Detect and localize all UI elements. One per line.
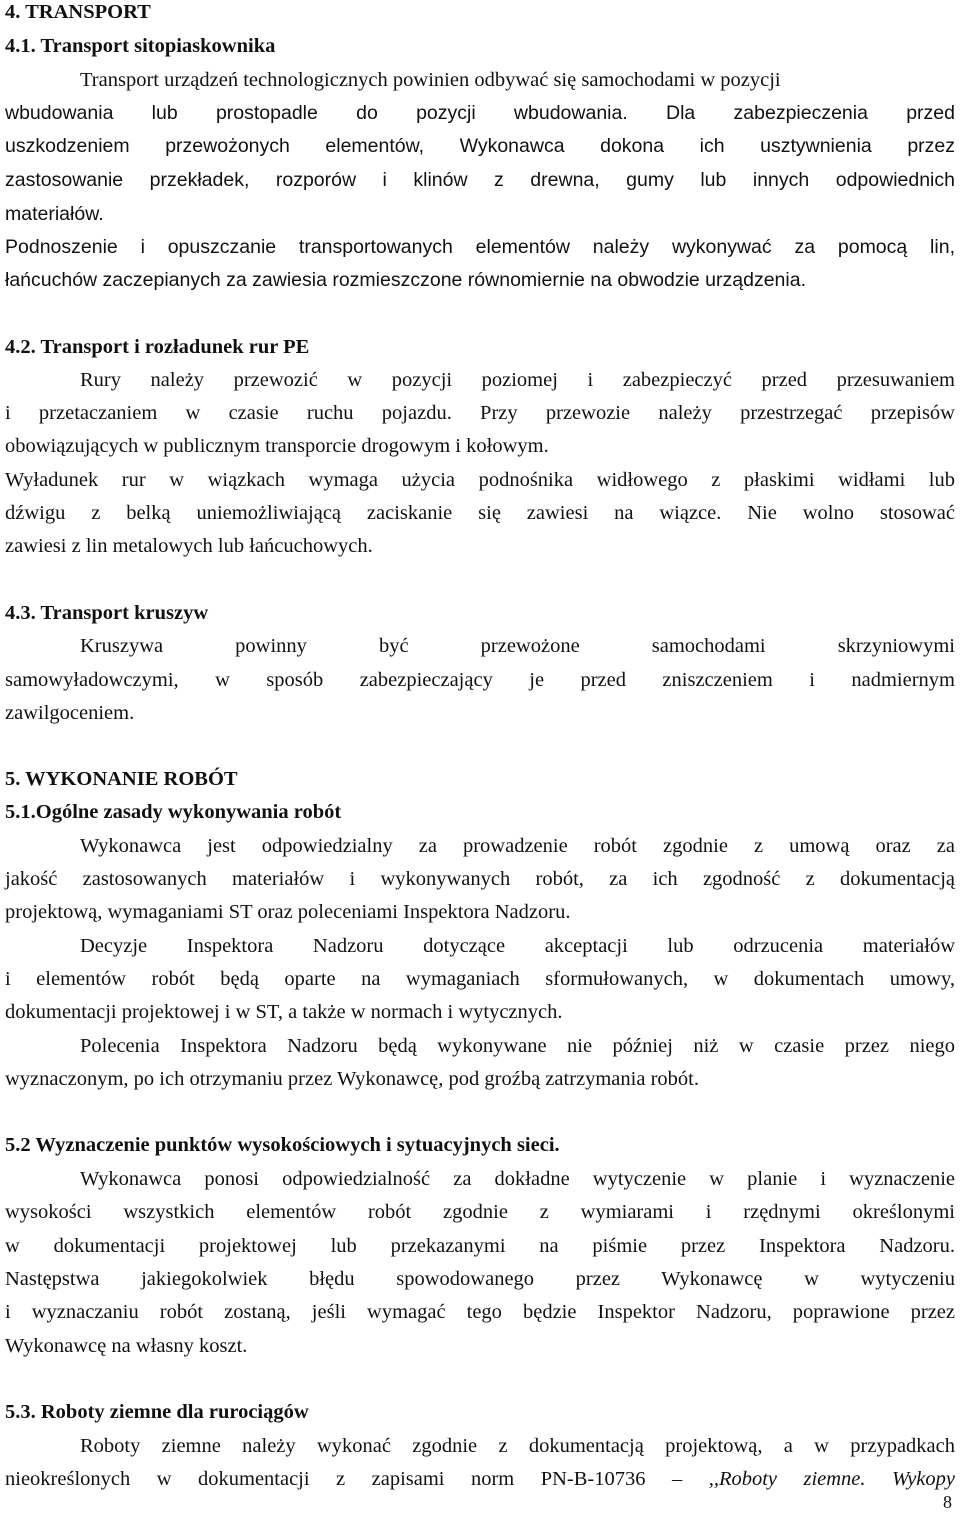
- page-number: 8: [943, 1492, 952, 1512]
- section-4-1-line: wbudowania lub prostopadle do pozycji wbudowania. Dla zabezpieczenia przed: [5, 102, 955, 124]
- section-5-3-line: [5, 1467, 955, 1491]
- section-5-2-heading: 5.2 Wyznaczenie punktów wysokościowych i sytuacyjnych sieci.: [5, 1134, 560, 1156]
- section-5-3-line-italic: – ,,Roboty ziemne. Wykopy: [671, 1468, 956, 1490]
- section-5-2-line: Następstwa jakiegokolwiek błędu spowodowanego przez Wykonawcę w wytyczeniu: [5, 1268, 955, 1290]
- section-4-1-line: Transport urządzeń technologicznych powinien odbywać się samochodami w pozycji: [80, 69, 781, 91]
- section-4-3-line: samowyładowczymi, w sposób zabezpieczający je przed zniszczeniem i nadmiernym: [5, 669, 955, 691]
- section-4-1-line: łańcuchów zaczepianych za zawiesia rozmieszczone równomiernie na obwodzie urządzenia.: [5, 269, 806, 291]
- section-4-2-line: i przetaczaniem w czasie ruchu pojazdu. Przy przewozie należy przestrzegać przepisów: [5, 402, 955, 424]
- section-5-1-line: wyznaczonym, po ich otrzymaniu przez Wykonawcę, pod groźbą zatrzymania robót.: [5, 1068, 699, 1090]
- section-5-2-line: wysokości wszystkich elementów robót zgodnie z wymiarami i rzędnymi określonymi: [5, 1201, 955, 1223]
- section-4-3-line: zawilgoceniem.: [5, 702, 135, 724]
- section-4-1-heading: 4.1. Transport sitopiaskownika: [5, 35, 276, 57]
- section-4-1-line: Podnoszenie i opuszczanie transportowanych elementów należy wykonywać za pomocą lin,: [5, 236, 955, 258]
- section-5-1-line: Wykonawca jest odpowiedzialny za prowadzenie robót zgodnie z umową oraz za: [80, 835, 955, 857]
- section-5-3-heading: 5.3. Roboty ziemne dla rurociągów: [5, 1401, 309, 1423]
- section-5-2-line: i wyznaczaniu robót zostaną, jeśli wymagać tego będzie Inspektor Nadzoru, poprawione przez: [5, 1301, 955, 1323]
- section-5-3-line: Roboty ziemne należy wykonać zgodnie z dokumentacją projektową, a w przypadkach: [80, 1435, 955, 1457]
- section-5-1-line: dokumentacji projektowej i w ST, a także w normach i wytycznych.: [5, 1001, 563, 1023]
- section-5-2-line: Wykonawca ponosi odpowiedzialność za dokładne wytyczenie w planie i wyznaczenie: [80, 1168, 955, 1190]
- section-5-1-line: Polecenia Inspektora Nadzoru będą wykonywane nie później niż w czasie przez niego: [80, 1035, 955, 1057]
- section-4-2-line: obowiązujących w publicznym transporcie drogowym i kołowym.: [5, 435, 549, 457]
- section-4-1-line: zastosowanie przekładek, rozporów i klinów z drewna, gumy lub innych odpowiednich: [5, 169, 955, 191]
- section-5-1-line: jakość zastosowanych materiałów i wykonywanych robót, za ich zgodność z dokumentacją: [5, 868, 955, 890]
- section-4-1-line: uszkodzeniem przewożonych elementów, Wykonawca dokona ich usztywnienia przez: [5, 135, 955, 157]
- section-5-2-line: w dokumentacji projektowej lub przekazanymi na piśmie przez Inspektora Nadzoru.: [5, 1235, 955, 1257]
- section-5-1-line: projektową, wymaganiami ST oraz poleceniami Inspektora Nadzoru.: [5, 901, 571, 923]
- section-5-1-heading: 5.1.Ogólne zasady wykonywania robót: [5, 801, 342, 823]
- section-4-2-line: Wyładunek rur w wiązkach wymaga użycia podnośnika widłowego z płaskimi widłami lub: [5, 469, 955, 491]
- section-5-1-line: Decyzje Inspektora Nadzoru dotyczące akceptacji lub odrzucenia materiałów: [80, 935, 955, 957]
- section-4-3-line: Kruszywa powinny być przewożone samochodami skrzyniowymi: [80, 635, 955, 657]
- section-5-3-line-text: nieokreślonych w dokumentacji z zapisami norm PN-B-10736: [5, 1468, 672, 1490]
- section-4-2-line: Rury należy przewozić w pozycji poziomej i zabezpieczyć przed przesuwaniem: [80, 369, 955, 391]
- section-4-2-line: zawiesi z lin metalowych lub łańcuchowych.: [5, 535, 373, 557]
- section-4-1-line: materiałów.: [5, 203, 104, 225]
- section-4-2-line: dźwigu z belką uniemożliwiającą zaciskanie się zawiesi na wiązce. Nie wolno stosować: [5, 502, 955, 524]
- section-5-2-line: Wykonawcę na własny koszt.: [5, 1335, 248, 1357]
- section-4-3-heading: 4.3. Transport kruszyw: [5, 602, 209, 624]
- section-5-heading: 5. WYKONANIE ROBÓT: [5, 768, 238, 790]
- section-4-heading: 4. TRANSPORT: [5, 1, 151, 23]
- section-4-2-heading: 4.2. Transport i rozładunek rur PE: [5, 336, 310, 358]
- section-5-1-line: i elementów robót będą oparte na wymaganiach sformułowanych, w dokumentach umowy,: [5, 968, 955, 990]
